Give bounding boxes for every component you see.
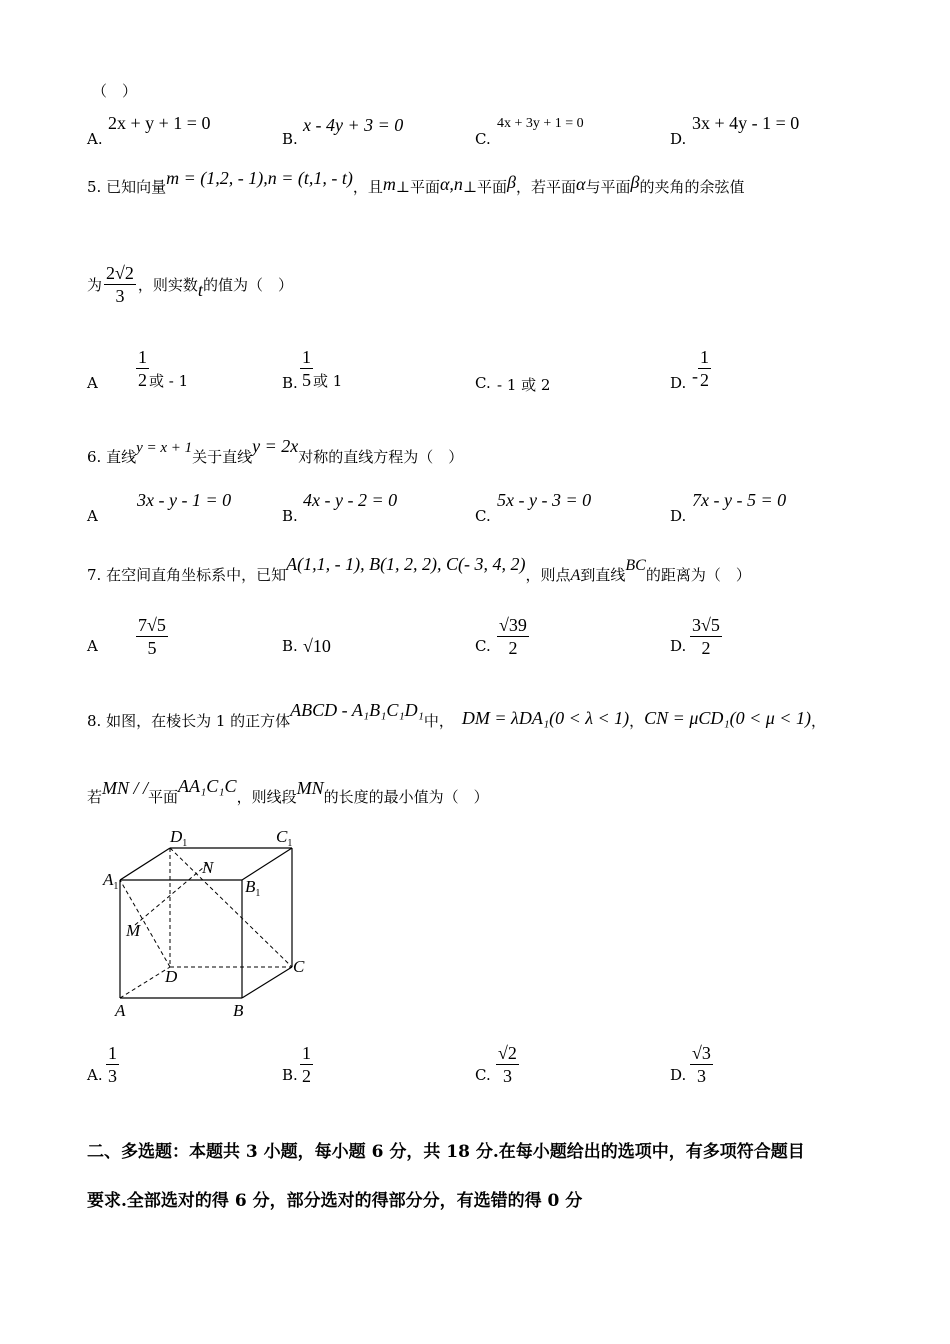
q5-text-5: 与平面 (585, 178, 631, 196)
q5-option-d-label: D. (670, 374, 687, 392)
q7-mid2: 到直线 (580, 566, 626, 584)
q7-option-c-num: √39 (499, 615, 527, 635)
q6-option-b-expr: 4x - y - 2 = 0 (303, 490, 398, 510)
section2-heading-line1: 二、多选题：本题共 3 小题，每小题 6 分，共 18 分.在每小题给出的选项中，有多项符合题目 (87, 1142, 805, 1162)
label-n: N (202, 858, 214, 877)
q6-prefix: 6. 直线 (87, 448, 137, 466)
q8-option-a-num: 1 (108, 1043, 117, 1063)
q4-option-a-label: A. (87, 130, 103, 148)
q5-option-b (300, 346, 342, 391)
q6-line-2: y = 2x (252, 436, 299, 456)
q7-point-a: A (570, 567, 581, 584)
q5-text-4: ，若平面 (516, 178, 577, 196)
q6-option-c-expr: 5x - y - 3 = 0 (497, 490, 592, 510)
q5-option-c-expr: - 1 或 2 (497, 376, 551, 394)
q5-line2 (87, 262, 293, 307)
q8-prefix: 8. 如图，在棱长为 1 的正方体 (87, 712, 291, 730)
q8-mn-parallel: MN / / (102, 778, 149, 798)
q4-option-d-expr: 3x + 4y - 1 = 0 (692, 113, 800, 133)
q8-option-b-num: 1 (302, 1043, 311, 1063)
q4-option-b-label: B. (282, 130, 298, 148)
q7-end: 的距离为（ ） (645, 566, 751, 584)
q7-option-b-expr: √10 (303, 636, 331, 656)
q7-option-d (690, 614, 722, 659)
q7-option-a (136, 614, 168, 659)
q8-option-b-den: 2 (302, 1066, 311, 1086)
label-c: C (293, 957, 305, 976)
q5-line2-prefix: 为 (87, 276, 103, 294)
q5-option-b-den: 5 (302, 370, 311, 390)
q6-line1 (87, 436, 464, 467)
label-d1: $D_1$ (170, 827, 188, 849)
q5-text-3: ⊥平面 (462, 178, 508, 196)
q5-option-d-frac (698, 346, 711, 391)
label-a: A (115, 1001, 126, 1020)
q5-text-1: ，且 (352, 178, 383, 196)
label-b1: $B_1$ (245, 877, 261, 899)
q8-plane-name: AA₁C₁C (178, 776, 237, 796)
q8-l2-plane: 平面 (148, 788, 179, 806)
q5-text-2: ⊥平面 (395, 178, 440, 196)
q8-option-a-den: 3 (108, 1066, 117, 1086)
q6-option-a-expr: 3x - y - 1 = 0 (137, 490, 232, 510)
label-b: B (233, 1001, 244, 1020)
q7-points: A(1,1, - 1), B(1, 2, 2), C(- 3, 4, 2) (286, 554, 526, 574)
q6-option-a-label: A (87, 507, 98, 525)
section2-heading-line2: 要求.全部选对的得 6 分，部分选对的得部分分，有选错的得 0 分 (87, 1191, 583, 1211)
q5-option-a-label: A (87, 374, 98, 392)
q5-option-b-label: B. (282, 374, 298, 392)
q8-cond-2: CN = μCD₁(0 < μ < 1) (644, 708, 811, 728)
q5-line2-end: 的值为（ ） (202, 276, 293, 294)
q5-text-6: 的夹角的余弦值 (639, 178, 745, 196)
q5-option-a-post: 或 - 1 (149, 372, 189, 390)
q5-option-b-post: 或 1 (313, 372, 343, 390)
q7-option-a-den: 5 (136, 636, 168, 659)
q7-option-d-num: 3√5 (692, 615, 720, 635)
q4-option-b-expr: x - 4y + 3 = 0 (303, 115, 404, 135)
q4-option-c-expr: 4x + 3y + 1 = 0 (497, 116, 584, 131)
q6-line-1: y = x + 1 (136, 440, 193, 456)
q5-option-a-num: 1 (138, 347, 147, 367)
q8-option-a (106, 1042, 119, 1087)
q5-m: m (382, 174, 396, 194)
q4-paren: （ ） (92, 82, 138, 100)
label-c1: $C_1$ (276, 827, 293, 849)
q5-option-d-den: 2 (700, 370, 709, 390)
q8-option-d-label: D. (670, 1066, 687, 1084)
q8-l2-end: 的长度的最小值为（ ） (323, 788, 489, 806)
q8-option-d-den: 3 (690, 1064, 713, 1087)
label-m: M (126, 921, 141, 940)
q8-option-b (300, 1042, 313, 1087)
q7-line-bc: BC (625, 557, 646, 574)
q5-option-d-sign: - (692, 366, 698, 386)
q7-prefix: 7. 在空间直角坐标系中，已知 (87, 566, 287, 584)
q8-end1: ， (810, 712, 826, 730)
q5-option-d (692, 346, 711, 391)
label-d: D (165, 967, 178, 986)
q7-option-c (497, 614, 529, 659)
q8-option-c-den: 3 (496, 1064, 519, 1087)
q8-l2-prefix: 若 (87, 788, 103, 806)
edge-a1d1 (120, 848, 170, 880)
q7-option-b-label: B. (282, 637, 298, 655)
q5-alpha: α (576, 174, 586, 194)
q8-option-a-label: A. (87, 1066, 103, 1084)
q5-cos-num: 2√2 (106, 263, 134, 283)
q5-option-b-frac (300, 346, 313, 391)
segment-mn (135, 862, 210, 925)
q7-mid: ，则点 (525, 566, 571, 584)
q6-mid: 关于直线 (192, 448, 253, 466)
q8-mid: 中， (423, 712, 454, 730)
q8-option-c-label: C. (475, 1066, 491, 1084)
q5-vectors: m = (1,2, - 1),n = (t,1, - t) (166, 168, 353, 188)
q5-line2-mid: ，则实数 (137, 276, 198, 294)
q5-option-b-num: 1 (302, 347, 311, 367)
q8-cond-1: DM = λDA₁(0 < λ < 1) (461, 708, 630, 728)
q5-prefix: 5. 已知向量 (87, 178, 167, 196)
cube-figure (95, 820, 345, 1030)
q8-segment: MN (296, 778, 324, 798)
q5-alpha-n: α,n (439, 174, 463, 194)
q4-option-c-label: C. (475, 130, 491, 148)
edge-bc (242, 967, 292, 998)
q8-option-b-label: B. (282, 1066, 298, 1084)
q5-option-a (136, 346, 188, 391)
q6-option-d-label: D. (670, 507, 687, 525)
q8-line1 (87, 700, 826, 731)
edge-ad-hidden (120, 967, 170, 998)
q6-option-d-expr: 7x - y - 5 = 0 (692, 490, 787, 510)
q7-option-c-label: C. (475, 637, 491, 655)
edge-b1c1 (242, 848, 292, 880)
q8-option-d (690, 1042, 713, 1087)
q5-option-c-label: C. (475, 374, 491, 392)
q8-cube: ABCD - A₁B₁C₁D₁ (290, 700, 424, 720)
q6-option-b-label: B. (282, 507, 298, 525)
q8-option-d-num: √3 (692, 1043, 711, 1063)
q4-option-a-expr: 2x + y + 1 = 0 (108, 113, 211, 133)
q8-sep: ， (629, 712, 645, 730)
q5-var-t: t (197, 280, 203, 300)
q6-end: 对称的直线方程为（ ） (298, 448, 464, 466)
q7-line1 (87, 554, 751, 585)
q5-line1 (87, 168, 745, 197)
q7-option-c-den: 2 (497, 636, 529, 659)
q7-option-d-label: D. (670, 637, 687, 655)
q5-option-a-den: 2 (138, 370, 147, 390)
q5-option-d-num: 1 (700, 347, 709, 367)
q8-option-c (496, 1042, 519, 1087)
q5-beta: β (507, 172, 517, 192)
q4-option-d-label: D. (670, 130, 687, 148)
q5-cos-den: 3 (104, 284, 136, 307)
q6-option-c-label: C. (475, 507, 491, 525)
label-a1: $A_1$ (103, 870, 119, 892)
q8-line2 (87, 776, 489, 807)
q5-cos-fraction (104, 262, 136, 307)
diag-d1c (170, 848, 292, 967)
q8-l2-mid: ，则线段 (236, 788, 297, 806)
q7-option-a-label: A (87, 637, 98, 655)
q8-option-c-num: √2 (498, 1043, 517, 1063)
q5-beta-2: β (630, 172, 640, 192)
q7-option-d-den: 2 (690, 636, 722, 659)
q5-option-a-frac (136, 346, 149, 391)
q7-option-a-num: 7√5 (138, 615, 166, 635)
